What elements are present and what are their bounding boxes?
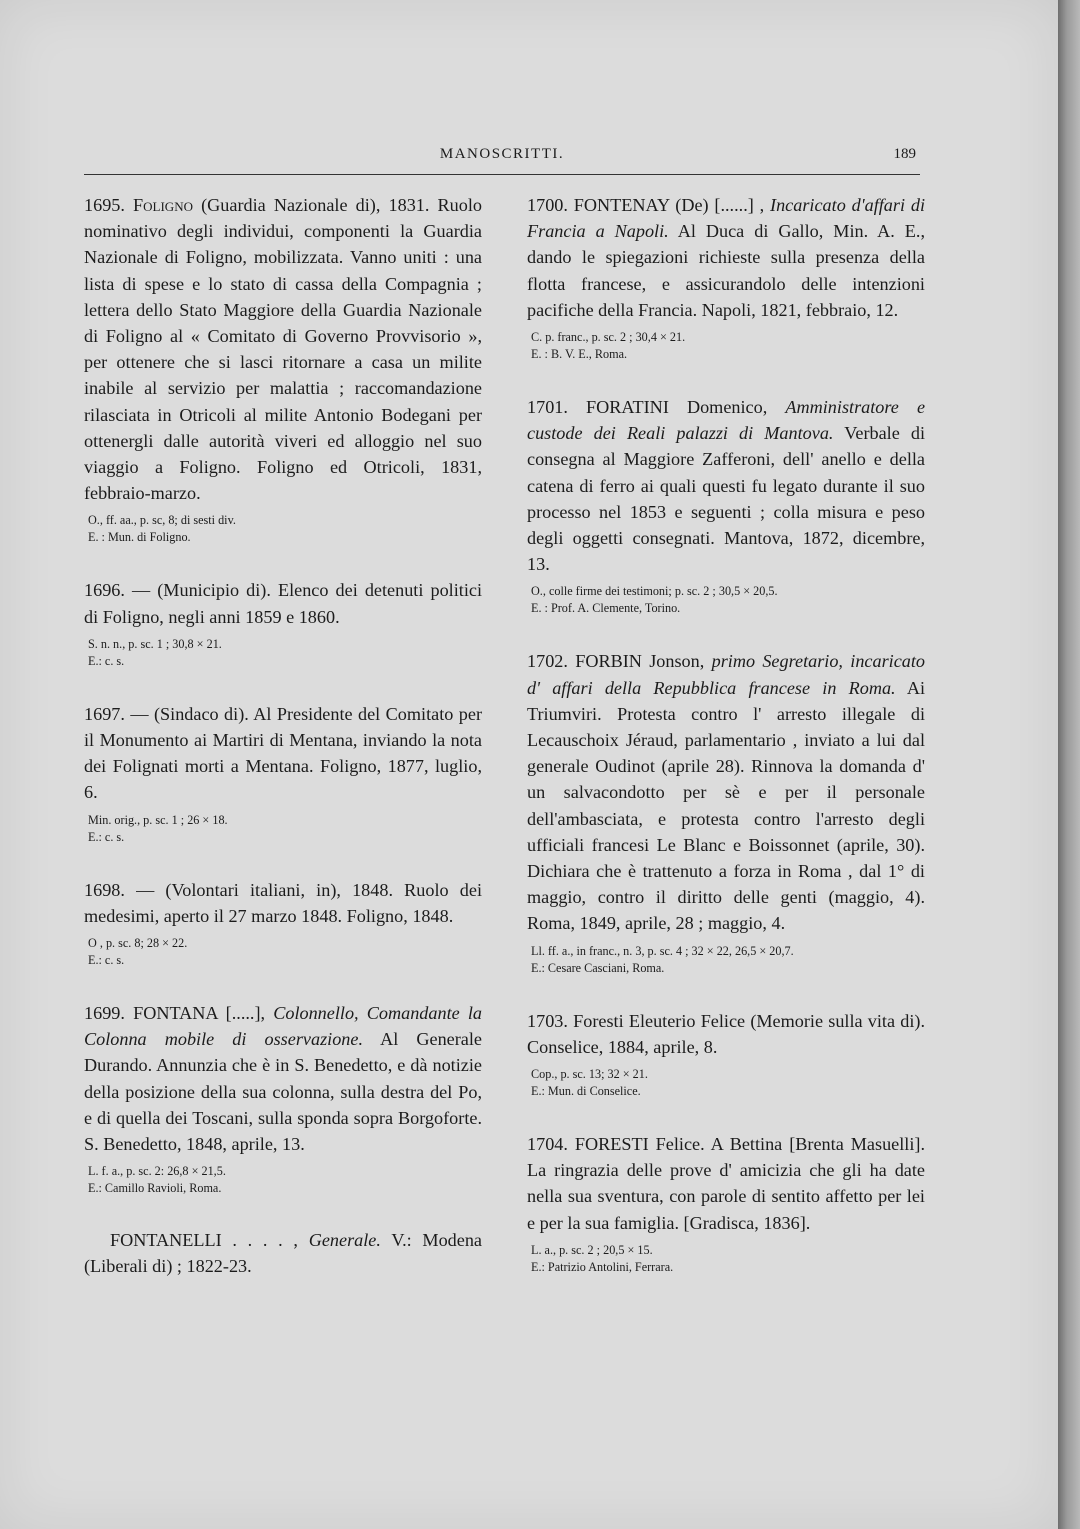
entry-meta-format: O , p. sc. 8; 28 × 22. [88,936,188,951]
entry-title: Incaricato d'affari di Francia a Napoli. [527,195,926,242]
entry-meta-format: Ll. ff. a., in franc., n. 3, p. sc. 4 ; 32 × 22, 26,5 × 20,7. [531,943,794,958]
entry-number: 1697. [84,703,125,724]
entry-meta-format: L. f. a., p. sc. 2: 26,8 × 21,5. [88,1164,226,1179]
entry-number: 1699. [84,1003,125,1024]
entry-meta-format: C. p. franc., p. sc. 2 ; 30,4 × 21. [531,330,686,345]
entry-meta [88,1163,482,1197]
entry-meta-format: L. a., p. sc. 2 ; 20,5 × 15. [531,1242,653,1257]
entry-meta-owner: E.: c. s. [88,953,125,968]
entry-text: V.: Modena (Liberali di) ; 1822-23. [84,1230,483,1277]
entry-meta [531,329,925,363]
entry-1698 [84,877,482,969]
entry-name: Foligno [133,195,193,215]
entry-name: FORATINI Domenico, [586,397,768,418]
entry-text: Al Generale Durando. Annunzia che è in S. Benedetto, e dà notizie della posizione della sua colonna, sulla destra del Po, e di quella dei Toscani, sulla sponda sopra Borgoforte. S. Benedetto, 1848, aprile, 13. [84,1029,482,1155]
entry-name: FONTANELLI . . . . , [110,1230,298,1251]
entry-number: 1695. [84,195,125,215]
page-number: 189 [893,146,916,162]
entry-meta [88,636,482,670]
entry-1701 [527,394,925,617]
entry-title: Colonnello, Comandante la Colonna mobile di osservazione. [84,1003,482,1050]
entry-meta-owner: E. : Prof. A. Clemente, Torino. [531,601,681,616]
left-column [84,192,482,1280]
entry-title: Generale. [308,1230,381,1251]
entry-text: — (Sindaco di). Al Presidente del Comitato per il Monumento ai Martiri di Mentana, inviando la nota dei Folignati morti a Mentana. Foligno, 1877, luglio, 6. [84,703,483,803]
entry-1703 [527,1008,925,1100]
entry-fontanelli [84,1227,482,1279]
entry-1704 [527,1131,925,1276]
entry-meta-owner: E.: Mun. di Conselice. [531,1084,641,1099]
entry-number: 1702. [527,651,568,672]
entry-number: 1701. [527,397,568,418]
page-header [84,140,920,175]
entry-meta-owner: E.: c. s. [88,653,125,668]
entry-meta-owner: E.: Camillo Ravioli, Roma. [88,1181,222,1196]
entry-name: FONTANA [.....], [133,1003,266,1024]
entry-name: FONTENAY (De) [......] , [573,195,765,215]
entry-meta-format: O., ff. aa., p. sc, 8; di sesti div. [88,513,236,528]
entry-meta [88,935,482,969]
entry-text: — (Volontari italiani, in), 1848. Ruolo dei medesimi, aperto il 27 marzo 1848. Foligno, 1848. [84,879,482,926]
entry-text: Foresti Eleuterio Felice (Memorie sulla vita di). Conselice, 1884, aprile, 8. [527,1010,926,1057]
entry-meta-owner: E.: Patrizio Antolini, Ferrara. [531,1259,674,1274]
entry-meta-owner: E.: Cesare Casciani, Roma. [531,960,665,975]
entry-text: — (Municipio di). Elenco dei detenuti politici di Foligno, negli anni 1859 e 1860. [84,580,482,627]
entry-text: Verbale di consegna al Maggiore Zafferoni, dell' anello e della catena di ferro ai quali questi fu legato durante il suo processo nel 1853 e seguenti ; colla misura e peso degli oggetti consegnati. Mantova, 1872, dicembre, 13. [527,423,926,575]
entry-1702 [527,648,925,976]
entry-title: primo Segretario, incaricato d' affari della Repubblica francese in Roma. [527,651,926,698]
entry-meta-format: S. n. n., p. sc. 1 ; 30,8 × 21. [88,636,222,651]
entry-number: 1703. [527,1010,568,1031]
entry-title: Amministratore e custode dei Reali palazzi di Mantova. [527,397,926,444]
entry-number: 1700. [527,195,568,215]
entry-meta [531,1242,925,1276]
entry-meta [531,943,925,977]
entry-meta-owner: E. : Mun. di Foligno. [88,530,191,545]
entry-number: 1698. [84,879,125,900]
entry-meta [531,583,925,617]
entry-text: FORESTI Felice. A Bettina [Brenta Masuelli]. La ringrazia delle prove d' amicizia che gli ha date nella sua sventura, con parole di sentito affetto per lei e per la sua famiglia. [Gradisca, 1836]. [527,1134,926,1233]
entry-text: (Guardia Nazionale di), 1831. Ruolo nominativo degli individui, componenti la Guardia Nazionale di Foligno, mobilizzata. Vanno uniti : una lista di spese e lo stato di cassa della Compagnia ; lettera dello Stato Maggiore della Guardia Nazionale di Foligno al « Comitato di Governo Provvisorio », per ottenere che si lasci ritornare a casa un milite inabile al servizio per malattia ; raccomandazione rilasciata in Otricoli al milite Antonio Bodegani per ottenergli dalle autorità viveri ed alloggio nel suo viaggio a Foligno. Foligno ed Otricoli, 1831, febbraio-marzo. [84,195,482,504]
entry-meta [88,812,482,846]
entry-1695 [84,192,482,546]
entry-number: 1696. [84,580,125,601]
running-title: MANOSCRITTI. [439,146,565,162]
entry-number: 1704. [527,1134,568,1155]
entry-text: Al Duca di Gallo, Min. A. E., dando le spiegazioni richieste sulla presenza della flotta francese, e assicurandolo delle intenzioni pacifiche della Francia. Napoli, 1821, febbraio, 12. [527,221,925,320]
right-column [527,192,925,1276]
entry-meta-owner: E.: c. s. [88,829,125,844]
entry-meta-format: O., colle firme dei testimoni; p. sc. 2 ; 30,5 × 20,5. [531,584,778,599]
entry-1697 [84,701,482,846]
entry-1699 [84,1000,482,1197]
entry-meta-owner: E. : B. V. E., Roma. [531,347,628,362]
page-edge-shadow [1058,0,1080,1529]
entry-name: FORBIN Jonson, [575,651,705,672]
entry-meta [88,512,482,546]
entry-1700 [527,192,925,363]
entry-1696 [84,577,482,669]
entry-text: Ai Triumviri. Protesta contro l' arresto illegale di Lecauschoix Jéraud, parlamentario , inviato a lui dal generale Oudinot (aprile 28). Rinnova la domanda d' un salvacondotto per sè e per il personale dell'ambasciata, e protesta contro l'arresto degli ufficiali francesi Le Blanc e Boissonnet (aprile, 30). Dichiara che è trattenuto a forza in Roma , dal 1° di maggio, contro il diritto delle genti (maggio, 4). Roma, 1849, aprile, 28 ; maggio, 4. [527,677,926,934]
entry-meta [531,1066,925,1100]
entry-meta-format: Min. orig., p. sc. 1 ; 26 × 18. [88,812,228,827]
entry-meta-format: Cop., p. sc. 13; 32 × 21. [531,1067,648,1082]
